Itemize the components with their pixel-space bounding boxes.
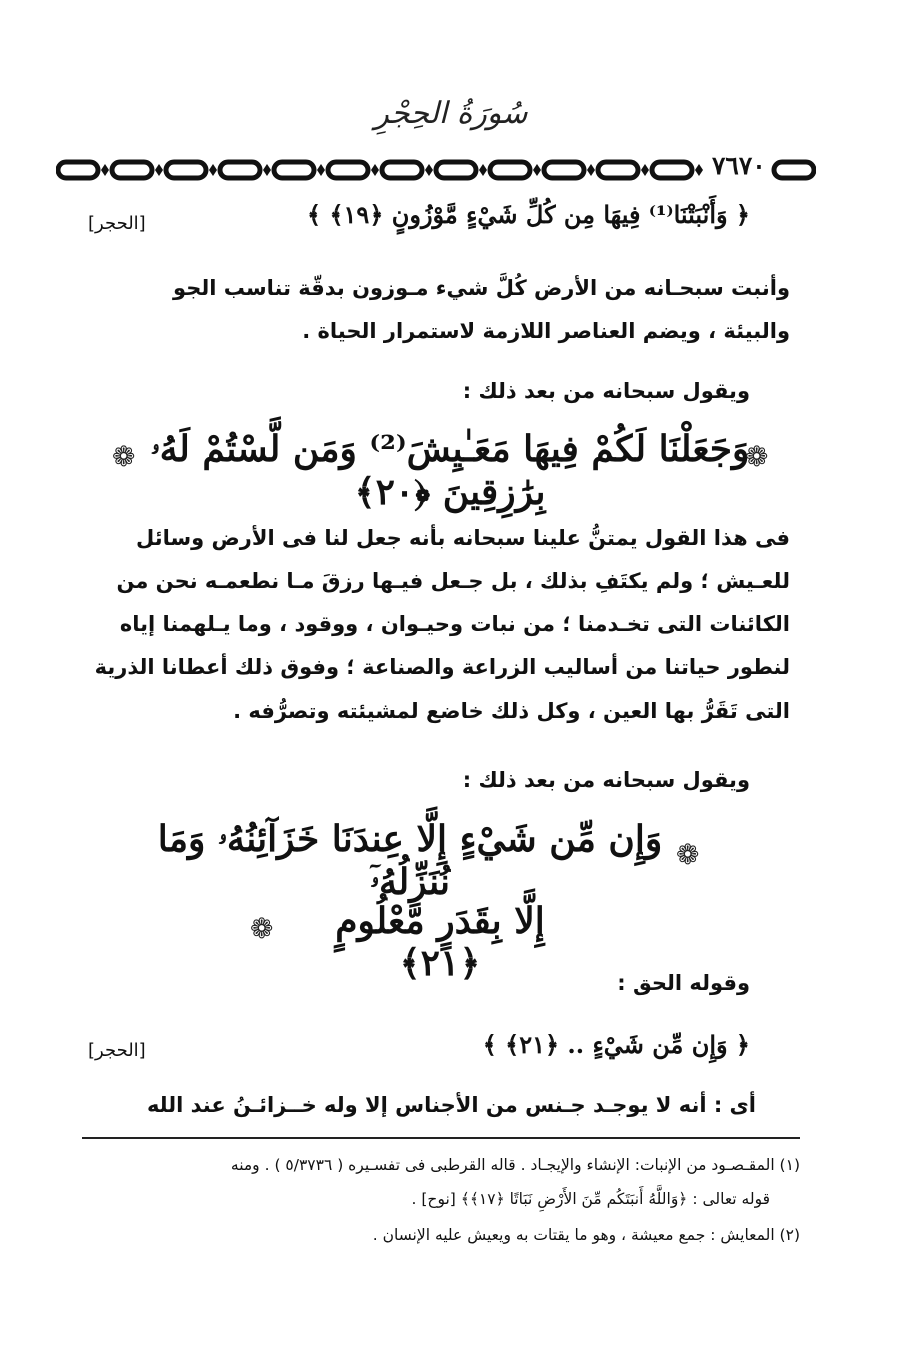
verse-ornament-right-icon: ❁ [745, 440, 769, 473]
verse-19-reference: [الحجر] [88, 213, 146, 234]
paragraph-1-line-2: والبيئة ، ويضم العناصر اللازمة لاستمرار الحياة . [302, 319, 790, 343]
intro-text-2: ويقول سبحانه من بعد ذلك : [462, 768, 750, 792]
paragraph-2-line-3: الكائنات التى تخـدمنا ؛ من نبات وحيـوان ، ووقود ، وما يـلهمنا إياه [119, 612, 790, 636]
decorative-border [56, 155, 816, 185]
paragraph-2-line-4: لنطور حياتنا من أساليب الزراعة والصناعة ؛ وفوق ذلك أعطانا الذرية [94, 655, 790, 679]
intro-text-1: ويقول سبحانه من بعد ذلك : [462, 379, 750, 403]
surah-title: سُورَةُ الحِجْرِ [374, 96, 528, 131]
footnote-divider [82, 1137, 800, 1139]
verse-19: ﴿ وَأَنْبَتْنَا⁽¹⁾ فِيهَا مِن كُلِّ شَيْءٍ مَّوْزُونٍ ﴿١٩﴾ ﴾ [307, 200, 750, 229]
intro-text-3: وقوله الحق : [617, 971, 750, 995]
verse-ornament-left-icon: ❁ [112, 440, 136, 473]
verse-21-line-1: وَإِن مِّن شَيْءٍ إِلَّا عِندَنَا خَزَآئِنُهُۥ وَمَا نُنَزِّلُهُۥٓ [157, 818, 663, 903]
verse-ornament-left-icon-2: ❁ [250, 912, 274, 945]
paragraph-2-line-2: للعـيش ؛ ولم يكتَفِ بذلك ، بل جـعل فيـها رزقَ مـا نطعمـه نحن من [116, 569, 790, 593]
verse-21-line-2: إِلَّا بِقَدَرٍ مَّعْلُومٍ ﴿٢١﴾ [335, 900, 545, 984]
paragraph-2-line-1: فى هذا القول يمتنُّ علينا سبحانه بأنه جعل لنا فى الأرض وسائل [136, 526, 790, 550]
footnote-1-line-2: قوله تعالى : ﴿وَاللَّهُ أَنبَتَكُم مِّنَ الأَرْضِ نَبَاتًا ﴿١٧﴾﴾ [نوح] . [411, 1190, 770, 1208]
verse-21-short: ﴿ وَإِن مِّن شَيْءٍ .. ﴿٢١﴾ ﴾ [482, 1030, 750, 1059]
verse-21-reference: [الحجر] [88, 1040, 146, 1061]
paragraph-2-line-5: التى تَقَرُّ بها العين ، وكل ذلك خاضع لمشيئته وتصرُّفه . [233, 699, 790, 723]
page-number: ٧٦٧٠ [712, 151, 766, 180]
paragraph-3-line-1: أى : أنه لا يوجـد جـنس من الأجناس إلا وله خــزائـنُ عند الله [146, 1093, 756, 1117]
footnote-1-line-1: (١) المقـصـود من الإنبات: الإنشاء والإيجـاد . قاله القرطبى فى تفسـيره ( ٥/٣٧٣٦ ) . ومنه [230, 1156, 800, 1174]
verse-20: وَجَعَلْنَا لَكُمْ فِيهَا مَعَـٰيِشَ⁽²⁾ وَمَن لَّسْتُمْ لَهُۥ بِرَٰزِقِينَ ﴿٢٠﴾ [150, 428, 750, 513]
verse-ornament-right-icon-2: ❁ [676, 838, 700, 871]
paragraph-1-line-1: وأنبت سبحـانه من الأرض كُلَّ شيء مـوزون بدقّة تناسب الجو [173, 276, 790, 300]
footnote-2: (٢) المعايش : جمع معيشة ، وهو ما يقتات به ويعيش عليه الإنسان . [372, 1226, 800, 1244]
